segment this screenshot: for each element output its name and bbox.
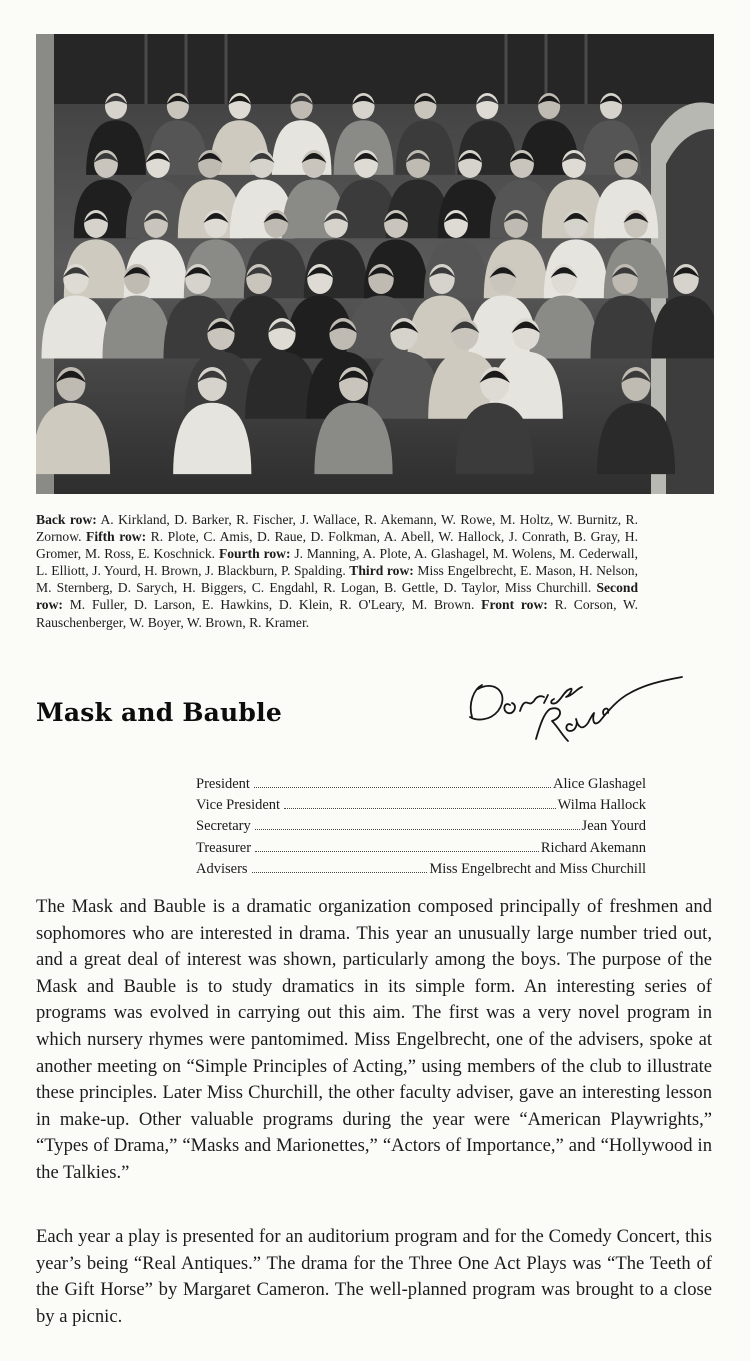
body-paragraph-1: The Mask and Bauble is a dramatic organization composed principally of freshmen and sophomores who are interested in drama. This year an unusually large number tried out, and a great deal of interest was shown, particularly among the boys. The purpose of the Mask and Bauble is to study dramatics in its simple form. An interesting series of programs was evolved in carrying out this aim. The first was a very novel program in which nursery rhymes were pantomimed. Miss Engelbrecht, one of the advisers, spoke at another meeting on “Simple Principles of Acting,” using members of the club to illustrate these principles. Later Miss Churchill, the other faculty adviser, gave an interesting lesson in make-up. Other valuable programs during the year were “American Playwrights,” “Types of Drama,” “Masks and Marionettes,” “Actors of Importance,” and “Hollywood in the Talkies.” <box>36 896 712 1183</box>
officer-row <box>196 797 646 818</box>
officer-row <box>196 776 646 797</box>
caption-row-label: Third row: <box>349 563 414 579</box>
officer-row <box>196 840 646 861</box>
caption-row-label: Second row: <box>36 580 638 613</box>
caption-row-names: R. Plote, C. Amis, D. Raue, D. Folkman, A. Abell, W. Hallock, J. Conrath, B. Gray, H. Gromer, M. Ross, E. Koschnick. <box>36 529 638 562</box>
dotted-leader <box>255 851 539 852</box>
dotted-leader <box>255 829 580 830</box>
caption-row-names: Miss Engelbrecht, E. Mason, H. Nelson, M. Sternberg, D. Sarych, H. Biggers, C. Engdahl, R. Logan, B. Gettle, D. Taylor, Miss Churchill. <box>36 563 639 596</box>
caption-row-names: R. Corson, W. Rauschenberger, W. Boyer, W. Brown, R. Kramer. <box>36 597 638 630</box>
page-title: Mask and Bauble <box>36 698 282 727</box>
dotted-leader <box>254 787 551 788</box>
officer-role: Vice President <box>196 797 281 814</box>
officer-name: Jean Yourd <box>581 818 646 835</box>
group-photo <box>36 34 714 494</box>
caption-row-label: Fourth row: <box>218 546 291 562</box>
caption-row-names: M. Fuller, D. Larson, E. Hawkins, D. Klein, R. O'Leary, M. Brown. <box>62 597 482 613</box>
officer-role: Advisers <box>196 860 248 877</box>
caption-row-names: A. Kirkland, D. Barker, R. Fischer, J. Wallace, R. Akemann, W. Rowe, M. Holtz, W. Burnitz, R. Zornow. <box>36 512 638 545</box>
group-photo-graphic <box>36 34 714 494</box>
officer-name: Richard Akemann <box>540 839 646 856</box>
body-paragraph-2: Each year a play is presented for an auditorium program and for the Comedy Concert, this year’s being “Real Antiques.” The drama for the Three One Act Plays was “The Teeth of the Gift Horse” by Margaret Cameron. The well-planned program was brought to a close by a picnic. <box>36 1226 712 1327</box>
officers-list <box>196 776 646 882</box>
photo-caption <box>36 511 638 631</box>
officer-role: Secretary <box>196 818 251 835</box>
officer-role: President <box>196 776 250 792</box>
caption-row-label: Back row: <box>36 512 97 527</box>
handwritten-signature <box>458 655 690 747</box>
officer-name: Alice Glashagel <box>552 776 646 792</box>
officer-role: Treasurer <box>196 839 252 856</box>
caption-row-names: J. Manning, A. Plote, A. Glashagel, M. Wolens, M. Cederwall, L. Elliott, J. Yourd, H. Brown, J. Blackburn, P. Spalding. <box>36 546 638 579</box>
officer-row <box>196 861 646 882</box>
officer-row <box>196 818 646 839</box>
officer-name: Miss Engelbrecht and Miss Churchill <box>429 860 646 877</box>
dotted-leader <box>284 808 556 809</box>
caption-row-label: Front row: <box>481 597 548 613</box>
dotted-leader <box>252 872 428 873</box>
caption-row-label: Fifth row: <box>86 529 147 545</box>
officer-name: Wilma Hallock <box>557 797 646 814</box>
